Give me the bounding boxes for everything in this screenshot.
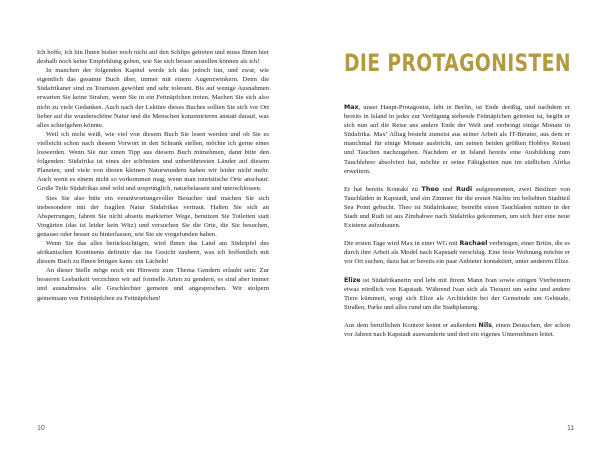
paragraph-text: Aus dem beruflichen Kontext kennt er außerdem — [344, 321, 479, 329]
paragraph-text: verbringen, einer Britin, die es durch ihre Arbeit als Model nach Kapstadt verschlug. Eine feste Wohnung möchte er vor Ort suchen, dazu hat er bereits ein paar Anbieter kontaktiert, unter anderem Elize. — [344, 240, 571, 266]
protagonist-name: Rachael — [459, 240, 488, 248]
paragraph-text: , einen Deutschen, der schon vor Jahren nach Kapstadt auswanderte und dort ein eigenes Unternehmen leitet. — [344, 321, 570, 338]
paragraph-text: aufgenommen, zwei Besitzer von Tauchläden in Kapstadt, und ein Zimmer für die ersten Nächte im beliebten Stadtteil Sea Point gebucht. Theo ist Südafrikaner, betreibt einen Tauchladen mitten in der Stadt und Rudi ist aus Zimbabwe nach Südafrika gekommen, um sich hier eine neue Existenz aufzubauen. — [344, 185, 570, 230]
protagonist-name: Rudi — [456, 185, 473, 193]
paragraph — [344, 239, 570, 266]
protagonist-name: Max — [344, 104, 359, 111]
chapter-title: DIE PROTAGONISTEN — [344, 49, 571, 77]
paragraph — [344, 103, 570, 176]
protagonist-name: Elize — [344, 276, 361, 284]
paragraph — [344, 321, 570, 339]
paragraph: Sies Sie also bitte ein verantwortungsvoller Besucher und machen Sie sich insbesondere mit der fragilen Natur Südafrikas vertraut. Halten Sie sich an Absperrungen, fahren Sie nicht abseits markierter Wege, benutzen Sie Toiletten statt Vorgärten (das ist leider kein Witz) und versuchen Sie die Orte, die Sie besuchen, genauso oder besser zu hinterlassen, wie Sie sie vorgefunden haben. — [37, 194, 269, 238]
paragraph: Wenn Sie das alles berücksichtigen, wird Ihnen das Land am Südzipfel des afrikanischen Kontinents definitiv das ins Gesicht zaubern, was ich hoffentlich mit diesem Buch zu Ihnen bringen kann: ein Lächeln! — [37, 239, 269, 266]
right-page-body — [344, 103, 570, 339]
paragraph-text: Die ersten Tage wird Max in einer WG mit — [344, 240, 460, 248]
right-page — [300, 0, 600, 450]
paragraph: Weil ich nicht weiß, wie viel von diesem Buch Sie lesen werden und ob Sie es vielleicht schon nach diesem Vorwort in den Schrank stellen, möchte ich gerne eines loswerden. Wenn Sie nur einen Tipp aus diesem Buch mitnehmen, dann bitte den folgenden: Südafrika ist eines der schönsten und unberührtesten Länder auf diesem Planeten, und viele von diesen kleinen Naturwundern haben wir leider nicht mehr. Auch wenn es einem nicht so vorkommen mag, wenn man touristische Orte anschaut: Große Teile Südafrikas sind wild und ursprünglich, naturbelassen und unerschlossen. — [37, 130, 269, 193]
paragraph — [344, 185, 570, 230]
paragraph-text: , unser Haupt-Protagonist, lebt in Berlin, ist Ende dreißig, und nachdem er bereits in Island in jedes zur Verfügung stehende Fettnäpfchen getreten ist, begibt er sich nun auf die Reise ans andere Ende der Welt und verbringt einige Monate in Südafrika. Max’ Alltag besteht zumeist aus seiner Arbeit als IT-Berater, aus dem er manchmal für einige Monate ausbricht, um seinen beiden größten Hobbys Reisen und Tauchen nachzugehen. Nachdem er in Island bereits eine Ausbildung zum Tauchlehrer absolviert hat, möchte er seine Fähigkeiten nun im südlichen Afrika erweitern. — [344, 104, 570, 175]
protagonist-name: Nils — [478, 321, 492, 329]
left-page-body — [37, 48, 269, 303]
paragraph-text: und — [438, 185, 457, 193]
paragraph-text: Er hat bereits Kontakt zu — [344, 185, 422, 193]
paragraph: Ich hoffe, ich bin Ihnen bisher noch nicht auf den Schlips getreten und muss Ihnen hier deshalb noch keine Empfehlung geben, wie Sie sich besser anstellen können als ich! — [37, 49, 269, 66]
page-number: 11 — [567, 425, 575, 432]
protagonist-name: Theo — [421, 185, 439, 193]
page-number: 10 — [37, 425, 45, 432]
paragraph: In manchen der folgenden Kapitel werde ich das jedoch tun, und zwar, wie eigentlich das gesamte Buch über, immer mit einem Augenzwinkern. Denn die Südafrikaner sind zu Touristen gewöhnt und sehr tolerant. Bis auf wenige Ausnahmen erwarten Sie keine Strafen, wenn Sie in ein Fettnäpfchen treten. Machen Sie sich also nicht zu viele Gedanken. Auch nach der Lektüre dieses Buches sollten Sie sich vor Ort lieber auf die wunderschöne Natur und die Menschen konzentrieren anstatt darauf, was alles schiefgehen könnte. — [37, 67, 269, 129]
paragraph: An dieser Stelle möge noch ein Hinweis zum Thema Gendern erlaubt sein: Zur besseren Lesbarkeit verzichten wir auf formelle Arten zu gendern, es sind aber immer und ausnahmslos alle Geschlechter gemeint und angesprochen. Wir stolpern gemeinsam von Fettnäpfchen zu Fettnäpfchen! — [37, 267, 269, 302]
paragraph-text: ist Südafrikanerin und lebt mit ihrem Mann Ivan sowie einigen Vierbeinern etwas nördlich von Kapstadt. Während Ivan sich als Tierarzt um seine und andere Tiere kümmert, sorgt sich Elize als Architektin bei der Gemeinde um Gebäude, Straßen, Parks und alles rund um die Stadtplanung. — [344, 276, 570, 311]
paragraph — [344, 276, 570, 312]
